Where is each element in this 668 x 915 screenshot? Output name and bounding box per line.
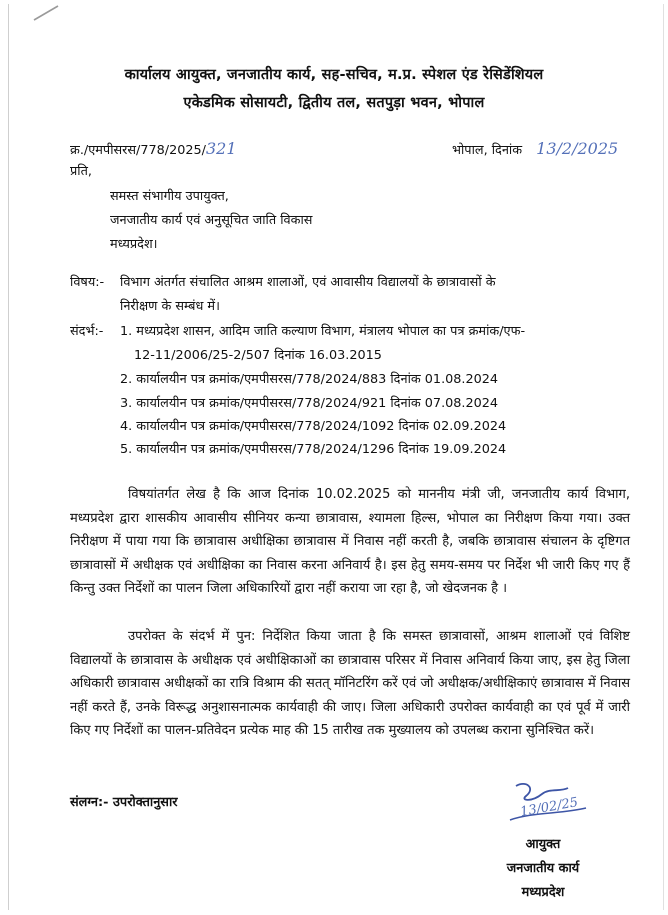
body-paragraph-2-text: उपरोक्त के संदर्भ में पुन: निर्देशित किया जाता है कि समस्त छात्रावासों, आश्रम शालाओं एवं विशिष्ट विद्यालयों के छात्रावास के अधीक्षक एवं अधीक्षिकाओं का छात्रावास परिसर में निवास अनिवार्य किया जाए, इस हेतु जिला अधिकारी छात्रावास अधीक्षकों का रात्रि विश्राम की सतत् मॉनिटरिंग करें एवं जो अधीक्षक/अधीक्षिकाएं छात्रावास में निवास नहीं करते हैं, उनके विरूद्ध अनुशासनात्मक कार्यवाही की जाए। जिला अधिकारी उपरोक्त कार्यवाही का एवं पूर्व में जारी किए गए निर्देशों का पालन-प्रतिवेदन प्रत्येक माह की 15 तारीख तक मुख्यालय को उपलब्ध कराना सुनिश्चित करें। <box>70 629 630 739</box>
reference-number-handwritten: 321 <box>205 139 237 158</box>
designation-line-3: मध्यप्रदेश <box>521 885 565 900</box>
office-header-line-2: एकेडमिक सोसायटी, द्वितीय तल, सतपुड़ा भवन, भोपाल <box>183 95 485 111</box>
body-paragraph-2 <box>70 625 630 743</box>
pen-stroke-mark <box>32 2 62 24</box>
designation-line-1: आयुक्त <box>525 837 561 852</box>
enclosure-note: संलग्न:- उपरोक्तानुसार <box>70 795 178 810</box>
place-date-label: भोपाल, दिनांक <box>452 143 523 158</box>
recipient-line-2: जनजातीय कार्य एवं अनुसूचित जाति विकास <box>110 213 313 228</box>
reference-item-number: 3. <box>120 396 133 411</box>
place-date <box>452 139 618 158</box>
to-label: प्रति, <box>70 164 92 179</box>
reference-item-text: कार्यालयीन पत्र क्रमांक/एमपीसरस/778/2024/1092 दिनांक 02.09.2024 <box>136 419 507 434</box>
office-header-line-1: कार्यालय आयुक्त, जनजातीय कार्य, सह-सचिव, म.प्र. स्पेशल एंड रेसिडेंशियल <box>124 67 544 83</box>
reference-item <box>120 321 525 339</box>
reference-item-text: कार्यालयीन पत्र क्रमांक/एमपीसरस/778/2024/1296 दिनांक 19.09.2024 <box>136 442 507 457</box>
recipient-line-1: समस्त संभागीय उपायुक्त, <box>110 189 229 204</box>
reference-item-text: कार्यालयीन पत्र क्रमांक/एमपीसरस/778/2024/921 दिनांक 07.08.2024 <box>136 396 499 411</box>
reference-number <box>70 139 237 158</box>
subject-line-2: निरीक्षण के सम्बंध में। <box>120 299 220 314</box>
reference-item-text: कार्यालयीन पत्र क्रमांक/एमपीसरस/778/2024/883 दिनांक 01.08.2024 <box>136 372 499 387</box>
subject-line-1: विभाग अंतर्गत संचालित आश्रम शालाओं, एवं आवासीय विद्यालयों के छात्रावासों के <box>120 275 496 290</box>
body-paragraph-1-text: विषयांतर्गत लेख है कि आज दिनांक 10.02.2025 को माननीय मंत्री जी, जनजातीय कार्य विभाग, मध्यप्रदेश द्वारा शासकीय आवासीय सीनियर कन्या छात्रावास, श्यामला हिल्स, भोपाल का निरीक्षण किया गया। उक्त निरीक्षण में पाया गया कि छात्रावास अधीक्षिका छात्रावास में निवास नहीं करती है, जबकि छात्रावास संचालन के दृष्टिगत छात्रावासों में अधीक्षक एवं अधीक्षिका का निवास करना अनिवार्य है। इस हेतु समय-समय पर निर्देश भी जारी किए गए हैं किन्तु उक्त निर्देशों का पालन जिला अधिकारियों द्वारा नहीं कराया जा रहा है, जो खेदजनक है । <box>70 487 630 597</box>
reference-number-prefix: क्र./एमपीसरस/778/2025/ <box>70 143 206 158</box>
reference-item-number: 4. <box>120 419 133 434</box>
reference-item-number: 5. <box>120 442 133 457</box>
subject-label: विषय:- <box>70 275 105 290</box>
reference-item-continuation: 12-11/2006/25-2/507 दिनांक 16.03.2015 <box>134 348 382 363</box>
reference-item-number: 1. <box>120 324 133 339</box>
body-paragraph-1 <box>70 483 630 601</box>
designation-line-2: जनजातीय कार्य <box>506 861 580 876</box>
reference-item <box>120 369 498 387</box>
reference-item <box>120 416 506 434</box>
date-handwritten: 13/2/2025 <box>536 139 619 158</box>
reference-item-text: मध्यप्रदेश शासन, आदिम जाति कल्याण विभाग, मंत्रालय भोपाल का पत्र क्रमांक/एफ- <box>136 324 526 339</box>
reference-item-number: 2. <box>120 372 133 387</box>
signature-date-handwritten: 13/02/25 <box>519 795 580 820</box>
reference-item <box>120 439 506 457</box>
reference-item <box>120 393 498 411</box>
references-label: संदर्भ:- <box>70 324 104 339</box>
recipient-line-3: मध्यप्रदेश। <box>110 237 158 252</box>
